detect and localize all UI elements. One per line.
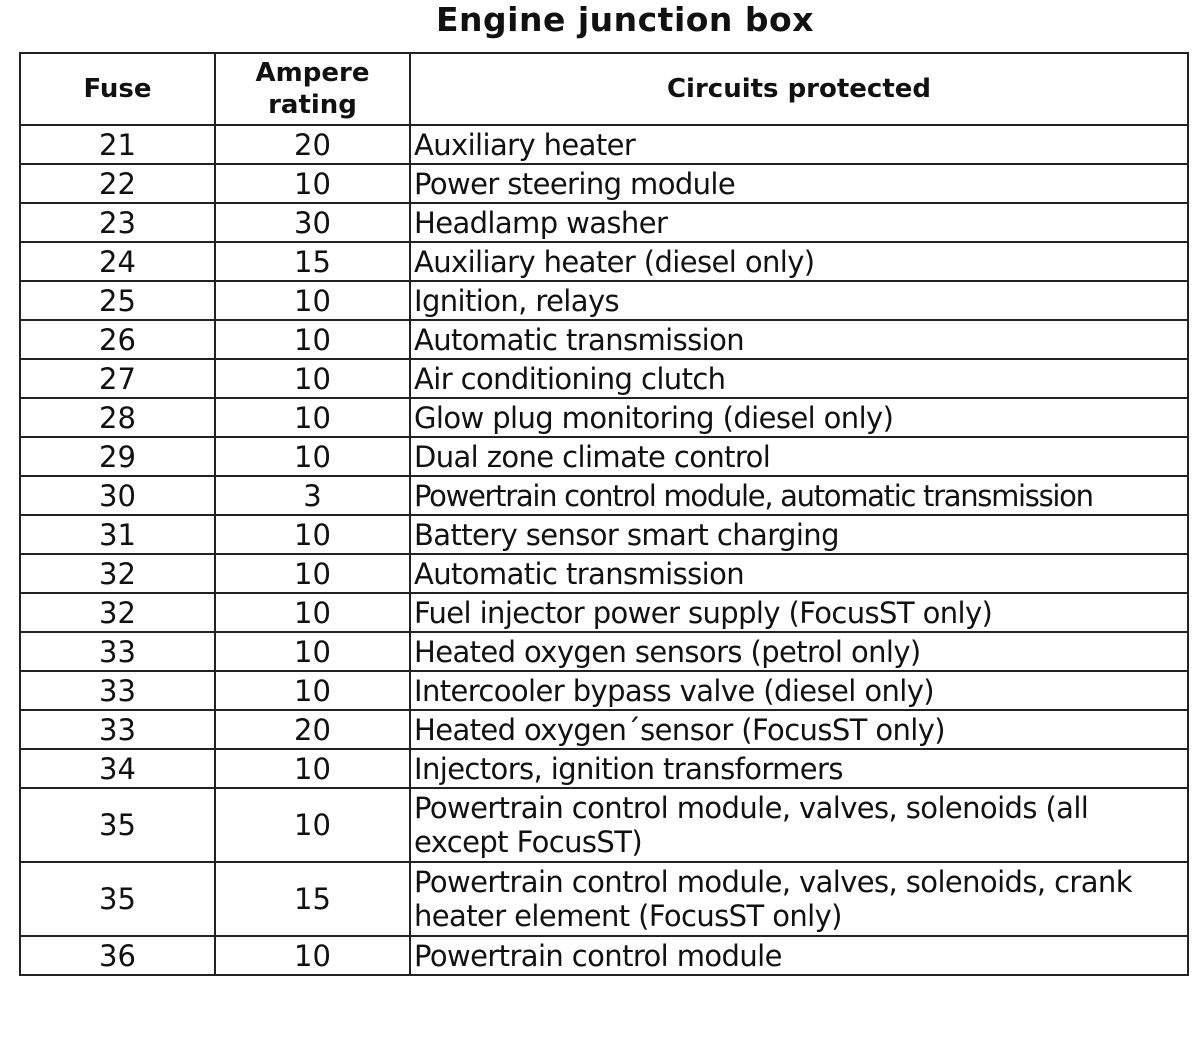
fuse-cell: 26 <box>20 320 215 359</box>
fuse-cell: 28 <box>20 398 215 437</box>
ampere-cell: 10 <box>215 632 410 671</box>
circuit-cell: Dual zone climate control <box>410 437 1188 476</box>
table-row <box>20 749 1188 788</box>
ampere-cell: 20 <box>215 710 410 749</box>
circuit-cell: Air conditioning clutch <box>410 359 1188 398</box>
fuse-cell: 22 <box>20 164 215 203</box>
ampere-cell: 30 <box>215 203 410 242</box>
ampere-header-line1: Ampere <box>255 58 370 88</box>
fuse-cell: 35 <box>20 788 215 862</box>
table-row <box>20 437 1188 476</box>
circuit-cell: Auxiliary heater <box>410 125 1188 164</box>
table-row <box>20 320 1188 359</box>
table-row <box>20 359 1188 398</box>
ampere-cell: 10 <box>215 936 410 975</box>
table-row <box>20 593 1188 632</box>
circuit-cell: Heated oxygen sensors (petrol only) <box>410 632 1188 671</box>
table-row <box>20 242 1188 281</box>
fuse-cell: 23 <box>20 203 215 242</box>
ampere-cell: 10 <box>215 164 410 203</box>
table-row <box>20 862 1188 936</box>
fuse-cell: 34 <box>20 749 215 788</box>
ampere-cell: 15 <box>215 862 410 936</box>
fuse-cell: 35 <box>20 862 215 936</box>
fuse-cell: 24 <box>20 242 215 281</box>
table-row <box>20 125 1188 164</box>
circuit-cell: Powertrain control module, valves, solenoids (all except FocusST) <box>410 788 1188 862</box>
ampere-cell: 10 <box>215 788 410 862</box>
circuit-cell: Glow plug monitoring (diesel only) <box>410 398 1188 437</box>
circuit-cell: Powertrain control module, automatic transmission <box>410 476 1188 515</box>
circuit-cell: Ignition, relays <box>410 281 1188 320</box>
fuse-cell: 21 <box>20 125 215 164</box>
circuit-cell: Powertrain control module <box>410 936 1188 975</box>
table-row <box>20 936 1188 975</box>
fuse-cell: 27 <box>20 359 215 398</box>
table-row <box>20 671 1188 710</box>
fuse-cell: 31 <box>20 515 215 554</box>
circuit-cell: Automatic transmission <box>410 554 1188 593</box>
table-row <box>20 398 1188 437</box>
column-header-circuits: Circuits protected <box>410 53 1188 125</box>
fuse-cell: 30 <box>20 476 215 515</box>
column-header-fuse: Fuse <box>20 53 215 125</box>
ampere-cell: 15 <box>215 242 410 281</box>
circuit-cell: Heated oxygen´sensor (FocusST only) <box>410 710 1188 749</box>
column-header-ampere-rating <box>215 53 410 125</box>
circuit-cell: Intercooler bypass valve (diesel only) <box>410 671 1188 710</box>
fuse-cell: 32 <box>20 593 215 632</box>
ampere-cell: 20 <box>215 125 410 164</box>
ampere-cell: 10 <box>215 671 410 710</box>
fuse-cell: 33 <box>20 710 215 749</box>
table-row <box>20 788 1188 862</box>
ampere-cell: 10 <box>215 359 410 398</box>
ampere-cell: 10 <box>215 281 410 320</box>
table-row <box>20 632 1188 671</box>
table-row <box>20 476 1188 515</box>
table-header-row <box>20 53 1188 125</box>
fuse-cell: 33 <box>20 671 215 710</box>
ampere-cell: 10 <box>215 437 410 476</box>
ampere-cell: 10 <box>215 749 410 788</box>
circuit-cell: Powertrain control module, valves, solenoids, crank heater element (FocusST only) <box>410 862 1188 936</box>
circuit-cell: Power steering module <box>410 164 1188 203</box>
circuit-cell: Fuel injector power supply (FocusST only) <box>410 593 1188 632</box>
circuit-cell: Automatic transmission <box>410 320 1188 359</box>
ampere-cell: 10 <box>215 554 410 593</box>
table-row <box>20 203 1188 242</box>
table-row <box>20 554 1188 593</box>
fuse-cell: 25 <box>20 281 215 320</box>
fuse-cell: 29 <box>20 437 215 476</box>
ampere-cell: 10 <box>215 593 410 632</box>
fuse-cell: 32 <box>20 554 215 593</box>
page-title: Engine junction box <box>435 0 814 39</box>
table-row <box>20 710 1188 749</box>
ampere-header-line2: rating <box>268 90 357 120</box>
ampere-cell: 10 <box>215 515 410 554</box>
circuit-cell: Injectors, ignition transformers <box>410 749 1188 788</box>
fuse-table <box>19 52 1189 976</box>
circuit-cell: Auxiliary heater (diesel only) <box>410 242 1188 281</box>
circuit-cell: Headlamp washer <box>410 203 1188 242</box>
table-row <box>20 515 1188 554</box>
ampere-cell: 10 <box>215 398 410 437</box>
table-row <box>20 281 1188 320</box>
fuse-cell: 33 <box>20 632 215 671</box>
table-row <box>20 164 1188 203</box>
ampere-cell: 10 <box>215 320 410 359</box>
fuse-cell: 36 <box>20 936 215 975</box>
ampere-cell: 3 <box>215 476 410 515</box>
circuit-cell: Battery sensor smart charging <box>410 515 1188 554</box>
